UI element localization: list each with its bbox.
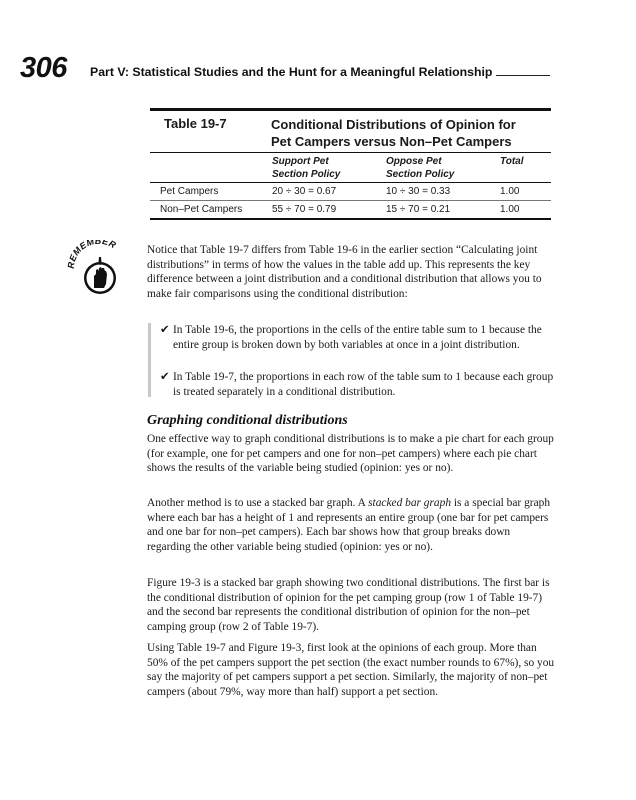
table-header-rule bbox=[150, 152, 551, 153]
page-number: 306 bbox=[20, 52, 67, 84]
table-cell-oppose: 15 ÷ 70 = 0.21 bbox=[386, 204, 451, 215]
bullet-list-bar bbox=[148, 323, 151, 397]
paragraph-pie-charts: One effective way to graph conditional distributions is to make a pie chart for each group (for example, one for pet campers and one for non–pet campers) where each pie chart shows the results of the variable being studied (opinion: yes or no). bbox=[147, 433, 554, 475]
list-item-text: In Table 19-6, the proportions in the cells of the entire table sum to 1 because the entire group is broken down by both variables at once in a joint distribution. bbox=[173, 324, 542, 351]
col-header-support bbox=[272, 155, 340, 181]
table-cell-total: 1.00 bbox=[500, 186, 520, 197]
list-item-text: In Table 19-7, the proportions in each row of the table sum to 1 because each group is treated separately in a conditional distribution. bbox=[173, 371, 554, 398]
paragraph-stacked-bar-rest: is a special bar graph where each bar has a height of 1 and represents an entire group (one bar for pet campers and one bar for non–pet campers). Each bar shows how that group breaks down regarding the other variable being studied (opinion: yes or no). bbox=[147, 497, 551, 553]
table-top-rule bbox=[150, 108, 551, 111]
table-bottom-rule bbox=[150, 218, 551, 220]
term-stacked-bar-graph: stacked bar graph bbox=[368, 497, 452, 509]
check-icon: ✔ bbox=[160, 324, 170, 336]
paragraph-using-table: Using Table 19-7 and Figure 19-3, first look at the opinions of each group. More than 50% of the pet campers support the pet section (the exact number rounds to 67%), so you say the majority of pet campers support a pet section. Similarly, the majority of non–pet campers (about 79%, way more than half) support a pet section. bbox=[147, 642, 555, 698]
table-title-line-1: Conditional Distributions of Opinion for bbox=[271, 117, 516, 132]
col-header-oppose-line-2: Section Policy bbox=[386, 169, 455, 180]
table-columns-rule bbox=[150, 182, 551, 183]
paragraph-stacked-bar bbox=[147, 496, 555, 554]
paragraph-figure-19-3: Figure 19-3 is a stacked bar graph showing two conditional distributions. The first bar is the conditional distribution of opinion for the pet camping group (row 1 of Table 19-7) and the second bar represents the conditional distribution of opinion for the non–pet camping group (row 2 of Table 19-7). bbox=[147, 577, 550, 633]
check-icon: ✔ bbox=[160, 371, 170, 383]
remember-paragraph: Notice that Table 19-7 differs from Table 19-6 in the earlier section “Calculating joint distributions” in terms of how the values in the table add up. This represents the key difference between a joint distribution and a conditional distribution that allows you to make fair comparisons using the conditional distribution: bbox=[147, 244, 542, 300]
table-cell-oppose: 10 ÷ 30 = 0.33 bbox=[386, 186, 451, 197]
col-header-oppose bbox=[386, 155, 454, 181]
remember-icon bbox=[66, 240, 132, 304]
table-title-line-2: Pet Campers versus Non–Pet Campers bbox=[271, 134, 512, 149]
running-head: Part V: Statistical Studies and the Hunt for a Meaningful Relationship bbox=[90, 65, 493, 79]
table-cell-support: 20 ÷ 30 = 0.67 bbox=[272, 186, 337, 197]
header-rule bbox=[496, 75, 550, 76]
col-header-support-line-2: Section Policy bbox=[272, 169, 341, 180]
col-header-oppose-line-1: Oppose Pet bbox=[386, 156, 442, 167]
section-heading: Graphing conditional distributions bbox=[147, 413, 348, 428]
table-cell-label: Non–Pet Campers bbox=[160, 204, 243, 215]
table-title bbox=[271, 116, 551, 150]
table-cell-label: Pet Campers bbox=[160, 186, 219, 197]
table-cell-total: 1.00 bbox=[500, 204, 520, 215]
table-number: Table 19-7 bbox=[164, 116, 227, 131]
col-header-support-line-1: Support Pet bbox=[272, 156, 329, 167]
paragraph-stacked-bar-intro: Another method is to use a stacked bar graph. A bbox=[147, 497, 369, 509]
col-header-total: Total bbox=[500, 156, 524, 167]
table-cell-support: 55 ÷ 70 = 0.79 bbox=[272, 204, 337, 215]
remember-icon-label: REMEMBER bbox=[66, 240, 118, 270]
table-row-rule bbox=[150, 200, 551, 201]
